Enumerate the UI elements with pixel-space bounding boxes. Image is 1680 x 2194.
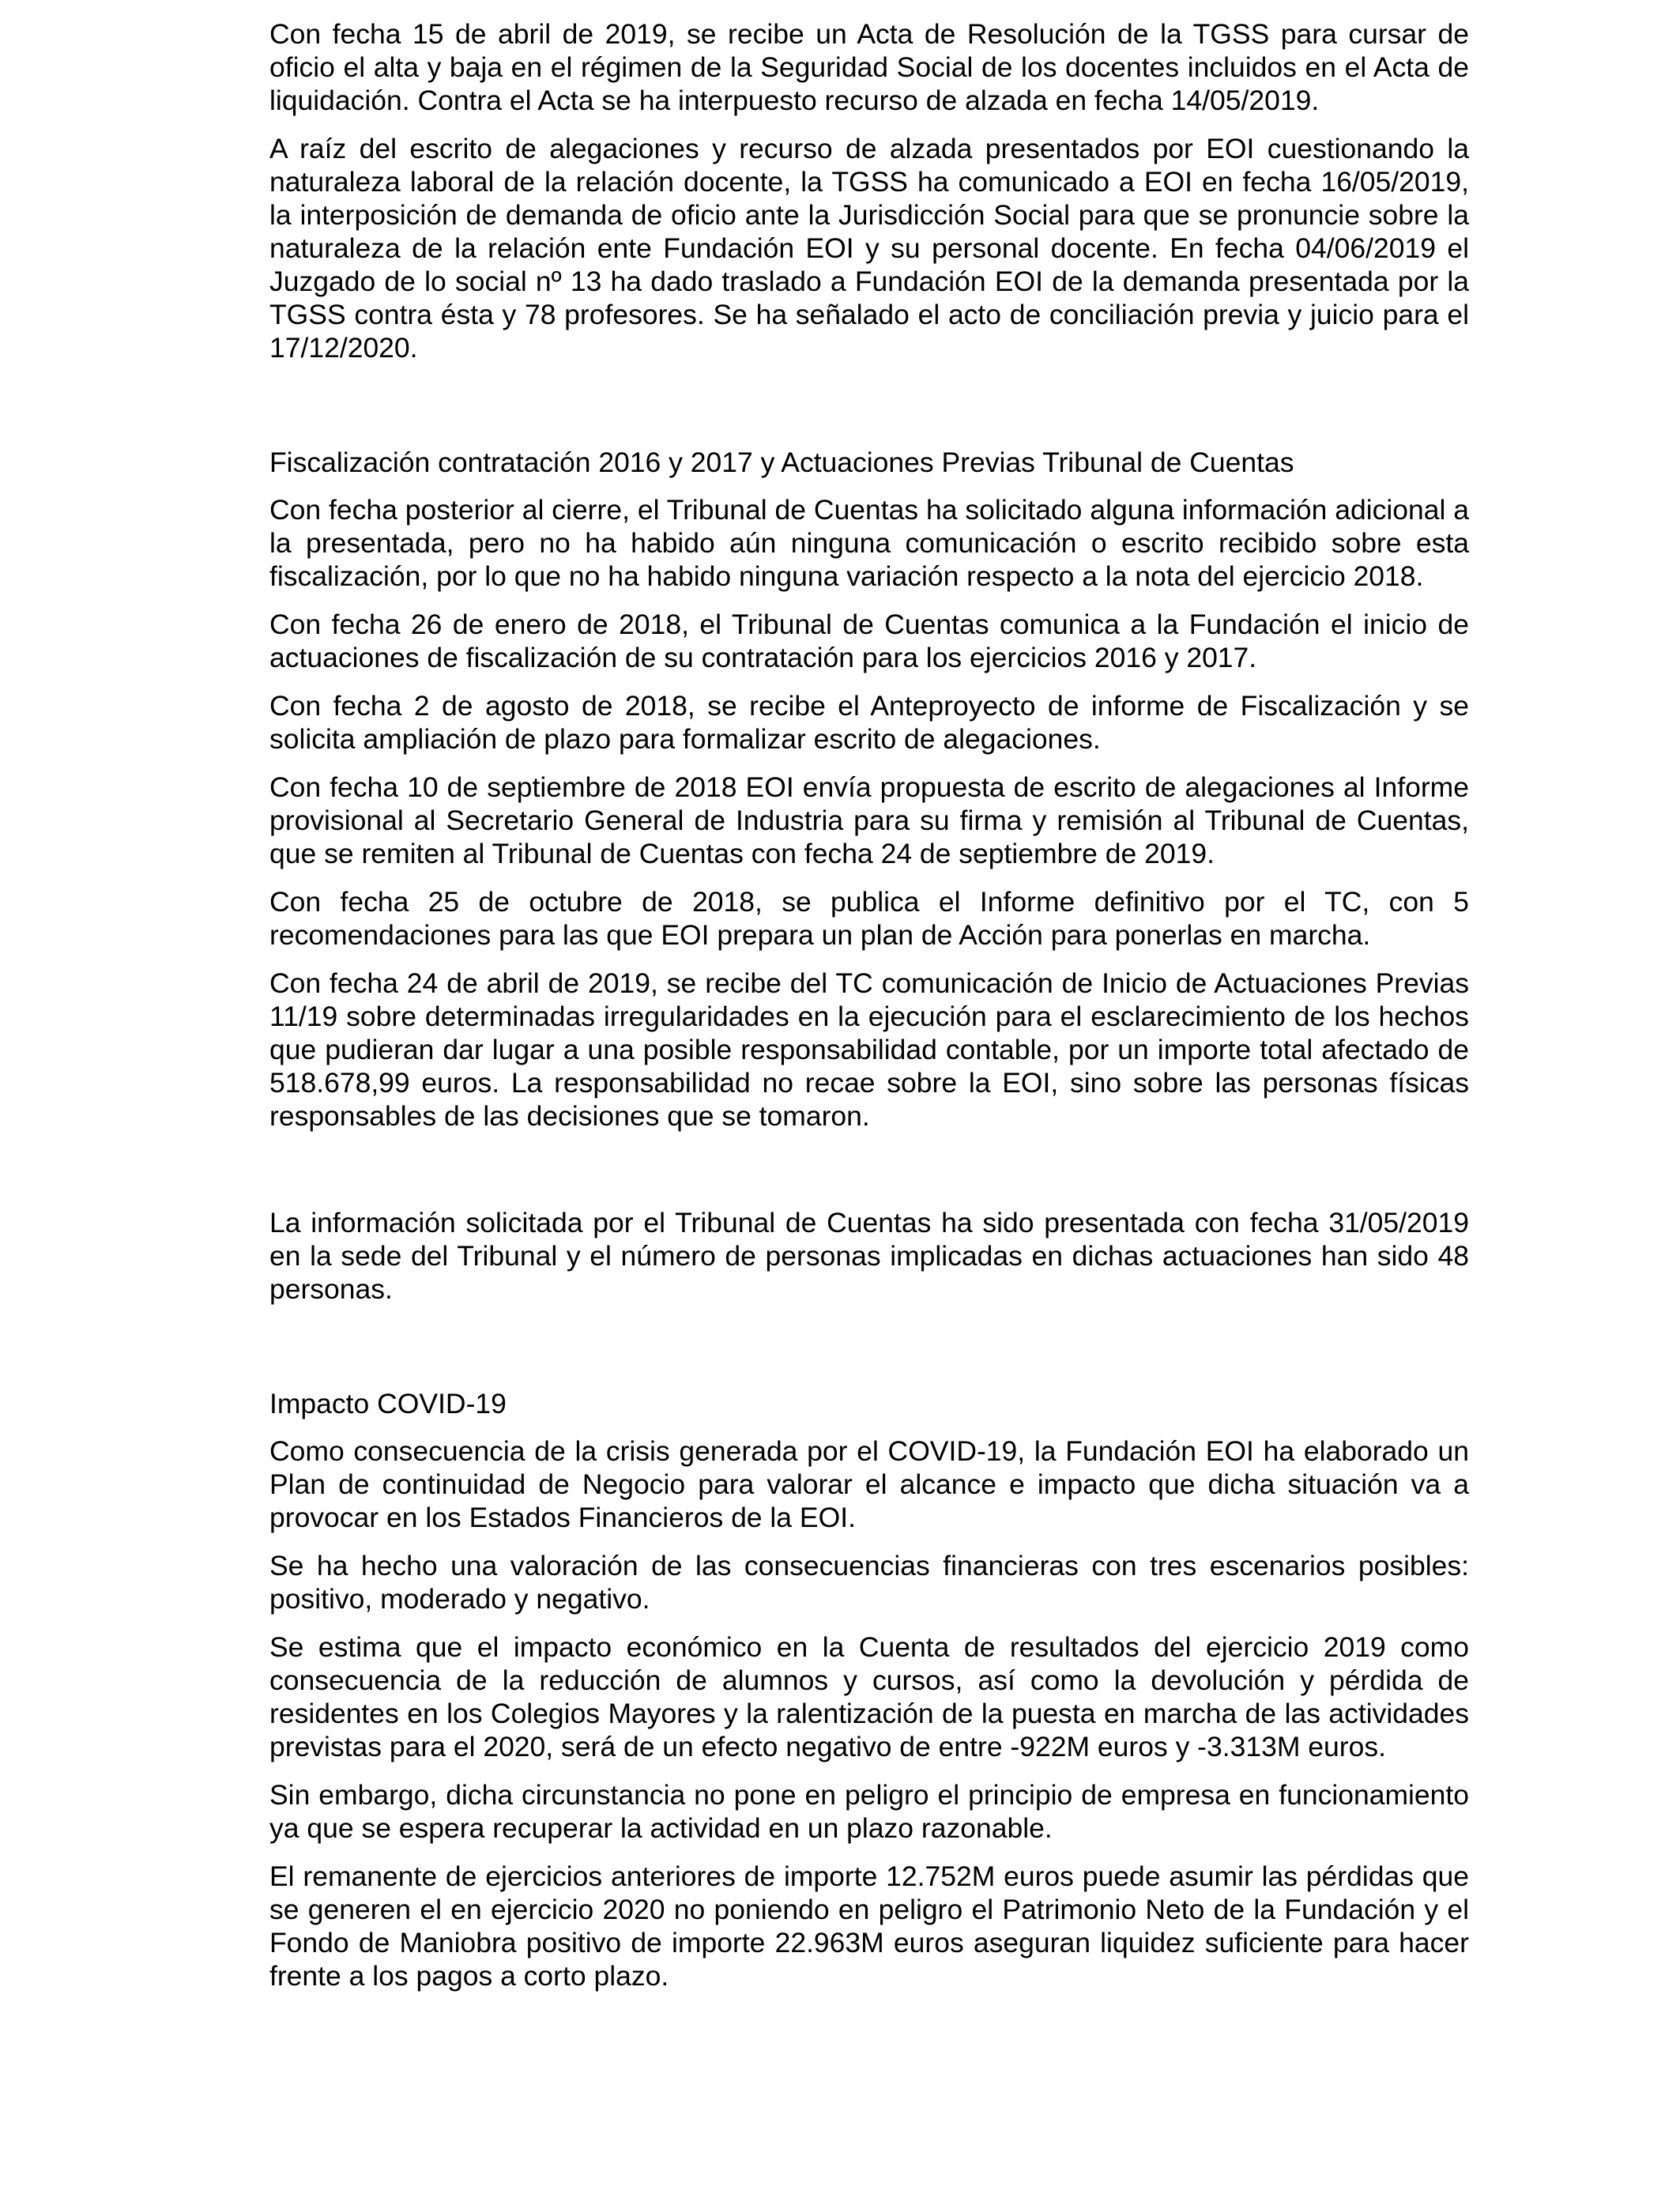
paragraph-acta-resolucion: Con fecha 15 de abril de 2019, se recibe un Acta de Resolución de la TGSS para cursar de oficio el alta y baja en el régimen de la Seguridad Social de los docentes incluidos en el Acta de liquidación. Contra el Acta se ha interpuesto recurso de alzada en fecha 14/05/2019. bbox=[269, 18, 1469, 116]
paragraph-fiscalizacion-5: Con fecha 25 de octubre de 2018, se publica el Informe definitivo por el TC, con 5 recomendaciones para las que EOI prepara un plan de Acción para ponerlas en marcha. bbox=[269, 886, 1469, 951]
paragraph-fiscalizacion-6: Con fecha 24 de abril de 2019, se recibe del TC comunicación de Inicio de Actuaciones Previas 11/19 sobre determinadas irregularidades en la ejecución para el esclarecimiento de los hechos que pudieran dar lugar a una posible responsabilidad contable, por un importe total afectado de 518.678,99 euros. La responsabilidad no recae sobre la EOI, sino sobre las personas físicas responsables de las decisiones que se tomaron. bbox=[269, 967, 1469, 1132]
paragraph-covid-1: Como consecuencia de la crisis generada por el COVID-19, la Fundación EOI ha elaborado un Plan de continuidad de Negocio para valorar el alcance e impacto que dicha situación va a provocar en los Estados Financieros de la EOI. bbox=[269, 1435, 1469, 1533]
section-heading-covid: Impacto COVID-19 bbox=[269, 1388, 507, 1419]
paragraph-covid-3: Se estima que el impacto económico en la Cuenta de resultados del ejercicio 2019 como consecuencia de la reducción de alumnos y cursos, así como la devolución y pérdida de residentes en los Colegios Mayores y la ralentización de la puesta en marcha de las actividades previstas para el 2020, será de un efecto negativo de entre -922M euros y -3.313M euros. bbox=[269, 1631, 1469, 1762]
paragraph-covid-5: El remanente de ejercicios anteriores de importe 12.752M euros puede asumir las pérdidas que se generen el en ejercicio 2020 no poniendo en peligro el Patrimonio Neto de la Fundación y el Fondo de Maniobra positivo de importe 22.963M euros aseguran liquidez suficiente para hacer frente a los pagos a corto plazo. bbox=[269, 1860, 1469, 1992]
section-heading-fiscalizacion: Fiscalización contratación 2016 y 2017 y Actuaciones Previas Tribunal de Cuentas bbox=[269, 447, 1294, 478]
paragraph-fiscalizacion-4: Con fecha 10 de septiembre de 2018 EOI envía propuesta de escrito de alegaciones al Informe provisional al Secretario General de Industria para su firma y remisión al Tribunal de Cuentas, que se remiten al Tribunal de Cuentas con fecha 24 de septiembre de 2019. bbox=[269, 771, 1469, 869]
paragraph-fiscalizacion-2: Con fecha 26 de enero de 2018, el Tribunal de Cuentas comunica a la Fundación el inicio de actuaciones de fiscalización de su contratación para los ejercicios 2016 y 2017. bbox=[269, 609, 1469, 673]
paragraph-fiscalizacion-3: Con fecha 2 de agosto de 2018, se recibe el Anteproyecto de informe de Fiscalización y se solicita ampliación de plazo para formalizar escrito de alegaciones. bbox=[269, 690, 1469, 755]
paragraph-covid-4: Sin embargo, dicha circunstancia no pone en peligro el principio de empresa en funcionamiento ya que se espera recuperar la actividad en un plazo razonable. bbox=[269, 1779, 1469, 1844]
spacer bbox=[269, 379, 1469, 446]
document-page bbox=[269, 17, 1469, 2007]
spacer bbox=[269, 1148, 1469, 1206]
paragraph-informacion-solicitada: La información solicitada por el Tribunal de Cuentas ha sido presentada con fecha 31/05/2019 en la sede del Tribunal y el número de personas implicadas en dichas actuaciones han sido 48 personas. bbox=[269, 1207, 1469, 1305]
paragraph-demanda-oficio: A raíz del escrito de alegaciones y recurso de alzada presentados por EOI cuestionando la naturaleza laboral de la relación docente, la TGSS ha comunicado a EOI en fecha 16/05/2019, la interposición de demanda de oficio ante la Jurisdicción Social para que se pronuncie sobre la naturaleza de la relación ente Fundación EOI y su personal docente. En fecha 04/06/2019 el Juzgado de lo social nº 13 ha dado traslado a Fundación EOI de la demanda presentada por la TGSS contra ésta y 78 profesores. Se ha señalado el acto de conciliación previa y juicio para el 17/12/2020. bbox=[269, 133, 1469, 364]
paragraph-fiscalizacion-1: Con fecha posterior al cierre, el Tribunal de Cuentas ha solicitado alguna información adicional a la presentada, pero no ha habido aún ninguna comunicación o escrito recibido sobre esta fiscalización, por lo que no ha habido ninguna variación respecto a la nota del ejercicio 2018. bbox=[269, 494, 1469, 592]
paragraph-covid-2: Se ha hecho una valoración de las consecuencias financieras con tres escenarios posibles: positivo, moderado y negativo. bbox=[269, 1550, 1469, 1615]
spacer bbox=[269, 1321, 1469, 1387]
